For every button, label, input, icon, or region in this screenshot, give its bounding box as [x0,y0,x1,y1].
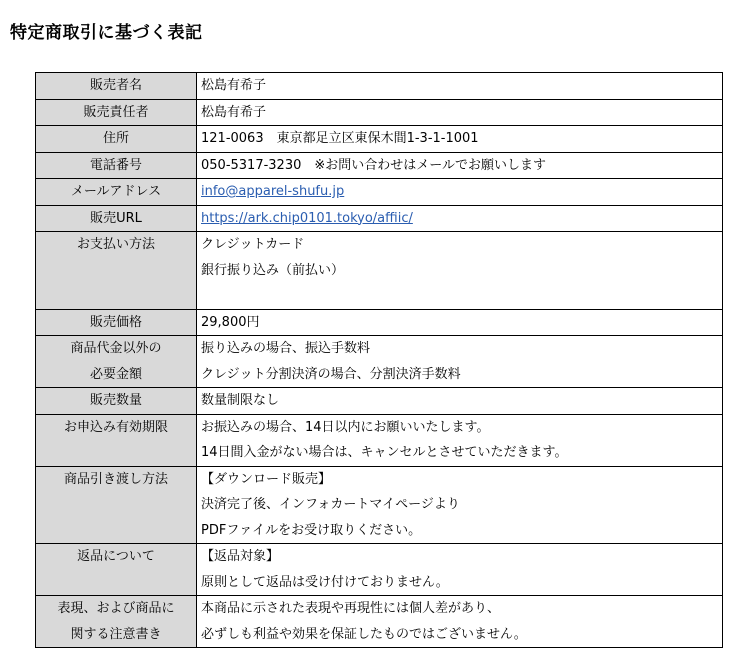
disclaimer: 必ずしも利益や効果を保証したものではございません。 [201,626,527,642]
table-row [36,544,723,596]
extra-fee: 振り込みの場合、振込手数料 [201,341,371,356]
row-label [36,466,197,544]
delivery-method: PDFファイルをお受け取りください。 [201,522,422,538]
table-row [36,336,723,388]
row-label [36,73,197,100]
label-text: 表現、および商品に [57,601,175,616]
row-value [197,466,723,544]
row-value [197,596,723,648]
row-label [36,414,197,466]
row-value [197,205,723,232]
table-row [36,179,723,206]
extra-fee: クレジット分割決済の場合、分割決済手数料 [201,366,461,382]
row-label [36,544,197,596]
table-row [36,73,723,100]
table-row [36,232,723,310]
label-text: 必要金額 [89,366,142,382]
table-row [36,205,723,232]
label-text: 商品引き渡し方法 [63,471,168,487]
legal-notice-table [35,72,723,648]
email-link[interactable]: info@apparel-shufu.jp [201,184,345,199]
row-value [197,336,723,388]
label-text: 電話番号 [89,157,142,173]
table-row [36,309,723,336]
payment-method: 銀行振り込み（前払い） [201,262,345,278]
row-value [197,99,723,126]
row-value [197,126,723,153]
label-text: 販売責任者 [83,104,149,120]
table-row [36,388,723,415]
label-text: 販売者名 [89,78,142,93]
payment-method: クレジットカード [201,237,305,252]
row-value [197,544,723,596]
table-row [36,152,723,179]
row-label [36,388,197,415]
application-deadline: 14日間入金がない場合は、キャンセルとさせていただきます。 [201,445,568,460]
table-row [36,414,723,466]
table-row [36,99,723,126]
label-text: 住所 [102,131,129,146]
row-value [197,73,723,100]
row-label [36,205,197,232]
label-text: メールアドレス [70,184,162,199]
row-label [36,232,197,310]
row-value [197,179,723,206]
row-value [197,152,723,179]
disclaimer: 本商品に示された表現や再現性には個人差があり、 [201,601,501,616]
row-label [36,126,197,153]
row-label [36,179,197,206]
application-deadline: お振込みの場合、14日以内にお願いいたします。 [201,419,490,435]
delivery-method: 決済完了後、インフォカートマイページより [201,497,460,512]
sales-price: 29,800円 [201,314,260,330]
label-text: お申込み有効期限 [63,419,168,435]
seller-name: 松島有希子 [201,78,267,93]
row-label [36,596,197,648]
row-label [36,309,197,336]
row-value [197,414,723,466]
table-row [36,596,723,648]
row-label [36,152,197,179]
delivery-method: 【ダウンロード販売】 [201,471,332,487]
label-text: 販売URL [90,210,142,226]
label-text: 販売数量 [89,393,142,408]
label-text: 販売価格 [89,314,142,330]
table-row [36,126,723,153]
address: 121-0063 東京都足立区東保木間1-3-1-1001 [201,131,479,146]
label-text: お支払い方法 [76,237,155,252]
returns-policy: 原則として返品は受け付けておりません。 [201,574,449,590]
sales-quantity: 数量制限なし [201,393,280,408]
row-label [36,336,197,388]
responsible-person: 松島有希子 [201,104,267,120]
row-value [197,309,723,336]
phone-number: 050-5317-3230 ※お問い合わせはメールでお願いします [201,157,546,173]
returns-policy: 【返品対象】 [201,549,280,564]
label-text: 関する注意書き [70,626,162,642]
label-text: 商品代金以外の [70,341,162,356]
row-label [36,99,197,126]
page-title: 特定商取引に基づく表記 [10,23,203,43]
row-value [197,232,723,310]
blank-line [197,283,722,309]
sales-url-link[interactable]: https://ark.chip0101.tokyo/affiic/ [201,210,413,226]
label-text: 返品について [77,549,155,564]
table-row [36,466,723,544]
row-value [197,388,723,415]
